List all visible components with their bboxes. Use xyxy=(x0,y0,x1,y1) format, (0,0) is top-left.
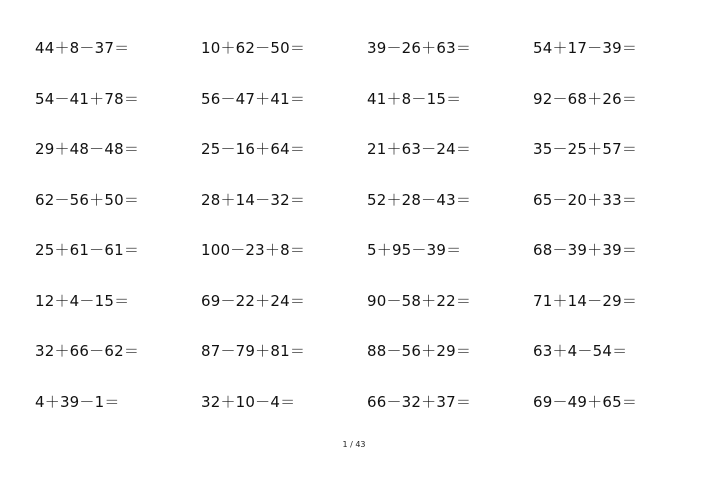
math-problem: 21＋63－24＝ xyxy=(367,140,472,158)
math-problem: 35－25＋57＝ xyxy=(533,140,638,158)
math-problem: 90－58＋22＝ xyxy=(367,291,472,310)
math-problem: 66－32＋37＝ xyxy=(367,392,472,411)
math-problem: 41＋8－15＝ xyxy=(367,89,462,108)
math-problem: 39－26＋63＝ xyxy=(367,39,472,57)
math-problem: 54－41＋78＝ xyxy=(35,89,140,108)
math-problem: 65－20＋33＝ xyxy=(533,190,638,209)
math-problem: 10＋62－50＝ xyxy=(201,39,306,57)
math-problem: 69－49＋65＝ xyxy=(533,392,638,411)
math-problem: 71＋14－29＝ xyxy=(533,291,638,310)
math-problem: 62－56＋50＝ xyxy=(35,190,140,209)
math-problem: 28＋14－32＝ xyxy=(201,190,306,209)
page-number: 1 / 43 xyxy=(342,440,366,449)
math-problem: 87－79＋81＝ xyxy=(201,342,306,360)
math-problem: 52＋28－43＝ xyxy=(367,190,472,209)
math-problem: 56－47＋41＝ xyxy=(201,89,306,108)
math-problem: 32＋10－4＝ xyxy=(201,392,296,411)
math-problem: 44＋8－37＝ xyxy=(35,39,130,57)
math-problem: 68－39＋39＝ xyxy=(533,241,638,259)
math-problem: 32＋66－62＝ xyxy=(35,342,140,360)
math-problem: 69－22＋24＝ xyxy=(201,291,306,310)
problem-grid xyxy=(35,36,695,440)
math-problem: 92－68＋26＝ xyxy=(533,89,638,108)
math-problem: 100－23＋8＝ xyxy=(201,241,306,259)
math-problem: 25＋61－61＝ xyxy=(35,241,140,259)
math-problem: 5＋95－39＝ xyxy=(367,241,462,259)
math-problem: 25－16＋64＝ xyxy=(201,140,306,158)
math-problem: 12＋4－15＝ xyxy=(35,291,130,310)
math-problem: 54＋17－39＝ xyxy=(533,39,638,57)
math-problem: 88－56＋29＝ xyxy=(367,342,472,360)
math-problem: 63＋4－54＝ xyxy=(533,342,628,360)
math-problem: 4＋39－1＝ xyxy=(35,392,120,411)
math-problem: 29＋48－48＝ xyxy=(35,140,140,158)
